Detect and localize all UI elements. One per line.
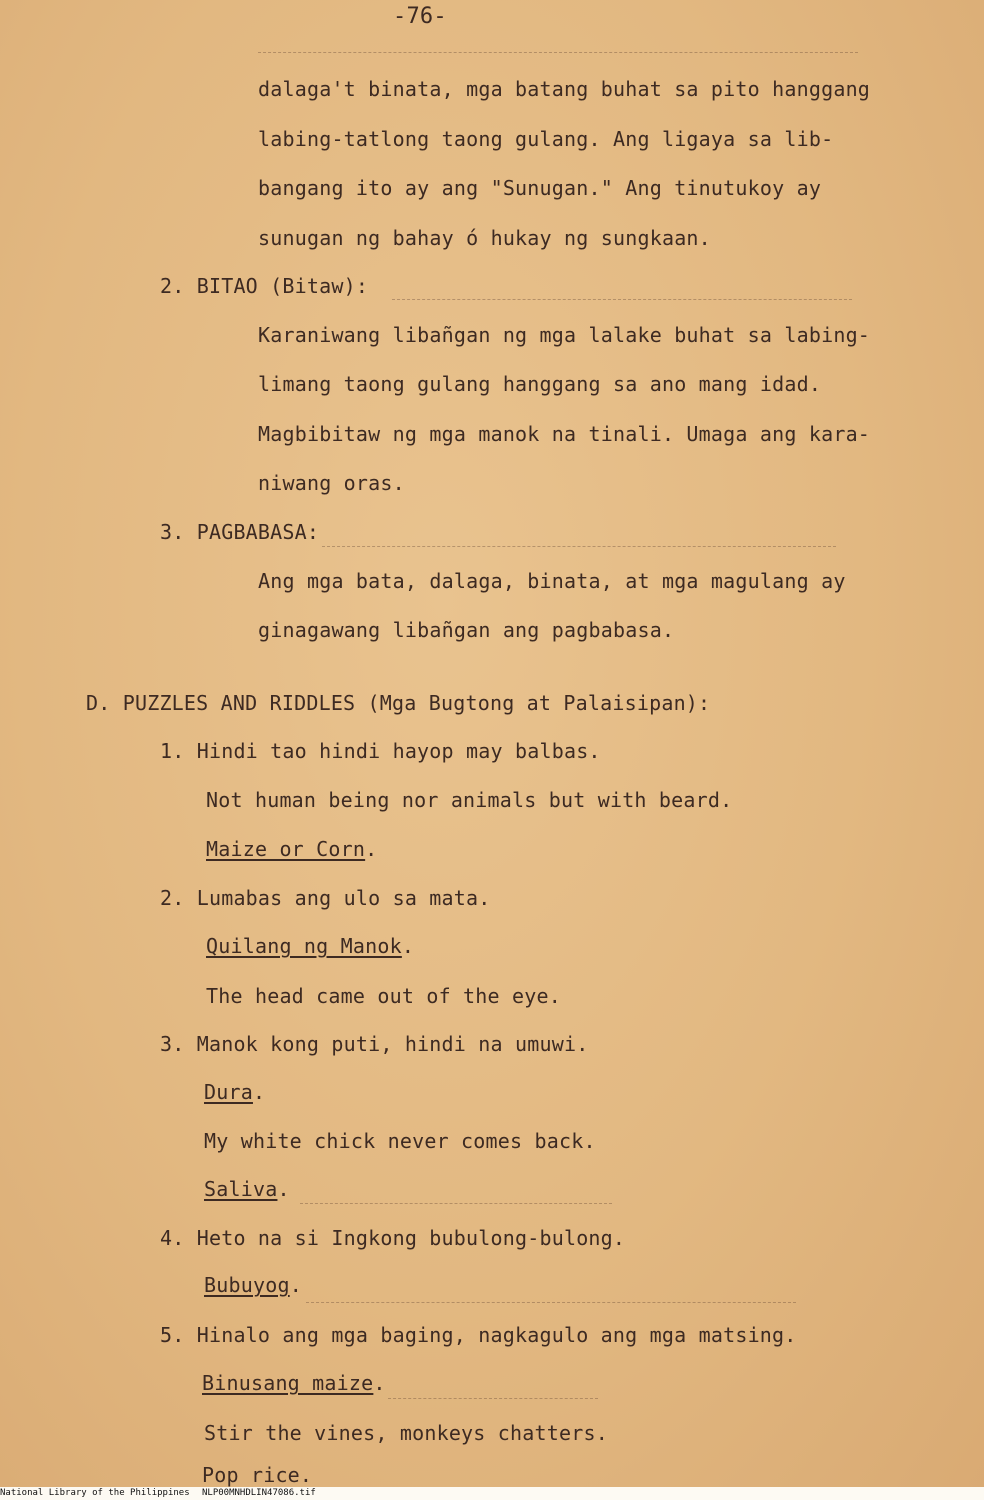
riddle-1: 1. Hindi tao hindi hayop may balbas.	[160, 739, 601, 763]
text-line: ginagawang libañgan ang pagbabasa.	[258, 618, 675, 642]
riddle-5: 5. Hinalo ang mga baging, nagkagulo ang mga matsing.	[160, 1323, 797, 1347]
faint-rule	[300, 1203, 612, 1204]
riddle-3-answer-english: Saliva.	[204, 1177, 290, 1201]
riddle-2-translation: The head came out of the eye.	[206, 984, 561, 1008]
riddle-3-answer: Dura.	[204, 1080, 266, 1104]
faint-rule	[322, 546, 836, 547]
riddle-3: 3. Manok kong puti, hindi na umuwi.	[160, 1032, 589, 1056]
text-line: Magbibitaw ng mga manok na tinali. Umaga ang kara-	[258, 422, 871, 446]
riddle-1-answer: Maize or Corn.	[206, 837, 378, 861]
text-line: Ang mga bata, dalaga, binata, at mga magulang ay	[258, 569, 846, 593]
riddle-4: 4. Heto na si Ingkong bubulong-bulong.	[160, 1226, 626, 1250]
text-line: Karaniwang libañgan ng mga lalake buhat sa labing-	[258, 323, 871, 347]
faint-rule	[392, 299, 852, 300]
scan-footer	[0, 1487, 984, 1500]
riddle-5-answer-english: Pop rice.	[202, 1463, 313, 1487]
riddle-2-answer: Quilang ng Manok.	[206, 934, 415, 958]
section-heading-bitao: 2. BITAO (Bitaw):	[160, 274, 369, 298]
text-line: sunugan ng bahay ó hukay ng sungkaan.	[258, 226, 711, 250]
riddle-4-answer: Bubuyog.	[204, 1273, 302, 1297]
footer-library: National Library of the Philippines	[0, 1488, 190, 1498]
riddle-3-translation: My white chick never comes back.	[204, 1129, 596, 1153]
riddle-5-answer: Binusang maize.	[202, 1371, 386, 1395]
text-line: dalaga't binata, mga batang buhat sa pito hanggang	[258, 77, 871, 101]
text-line: limang taong gulang hanggang sa ano mang idad.	[258, 372, 822, 396]
faint-rule	[258, 52, 858, 53]
text-line: niwang oras.	[258, 471, 405, 495]
riddle-1-translation: Not human being nor animals but with beard.	[206, 788, 733, 812]
text-line: bangang ito ay ang "Sunugan." Ang tinutukoy ay	[258, 176, 822, 200]
riddle-2: 2. Lumabas ang ulo sa mata.	[160, 886, 491, 910]
faint-rule	[388, 1398, 598, 1399]
section-heading-pagbabasa: 3. PAGBABASA:	[160, 520, 320, 544]
section-heading-puzzles: D. PUZZLES AND RIDDLES (Mga Bugtong at Palaisipan):	[86, 691, 711, 715]
text-line: labing-tatlong taong gulang. Ang ligaya sa lib-	[258, 127, 834, 151]
riddle-5-translation: Stir the vines, monkeys chatters.	[204, 1421, 608, 1445]
footer-filename: NLP00MNHDLIN47086.tif	[202, 1488, 316, 1498]
faint-rule	[306, 1302, 796, 1303]
page-number: -76-	[393, 4, 447, 29]
